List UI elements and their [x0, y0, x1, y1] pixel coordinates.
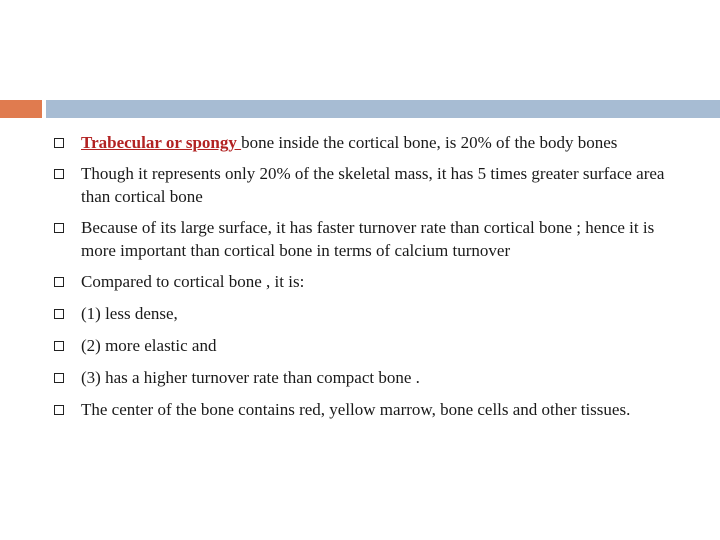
bullet-text: Compared to cortical bone , it is: — [81, 272, 305, 291]
bullet-item — [52, 216, 692, 262]
bullet-item — [52, 270, 692, 293]
bullet-item — [52, 366, 692, 389]
bullet-text: Though it represents only 20% of the skeletal mass, it has 5 times greater surface area than cortical bone — [81, 164, 665, 206]
bullet-item — [52, 131, 692, 154]
square-bullet-icon — [54, 341, 64, 351]
bullet-item — [52, 302, 692, 325]
square-bullet-icon — [54, 373, 64, 383]
square-bullet-icon — [54, 277, 64, 287]
square-bullet-icon — [54, 405, 64, 415]
bullet-text: (3) has a higher turnover rate than compact bone . — [81, 368, 420, 387]
bullet-item — [52, 162, 692, 208]
square-bullet-icon — [54, 138, 64, 148]
header-accent-blue-bar — [46, 100, 720, 118]
bullet-item — [52, 334, 692, 357]
bullet-text: The center of the bone contains red, yellow marrow, bone cells and other tissues. — [81, 400, 631, 419]
bullet-text: (1) less dense, — [81, 304, 178, 323]
header-accent-orange-bar — [0, 100, 42, 118]
bullet-list — [52, 131, 692, 429]
square-bullet-icon — [54, 169, 64, 179]
highlighted-term: Trabecular or spongy — [81, 133, 242, 152]
bullet-text: (2) more elastic and — [81, 336, 217, 355]
bullet-text: bone inside the cortical bone, is 20% of the body bones — [241, 133, 618, 152]
bullet-item — [52, 398, 692, 421]
bullet-text: Because of its large surface, it has faster turnover rate than cortical bone ; hence it is more important than cortical bone in terms of calcium turnover — [81, 218, 655, 260]
square-bullet-icon — [54, 223, 64, 233]
square-bullet-icon — [54, 309, 64, 319]
